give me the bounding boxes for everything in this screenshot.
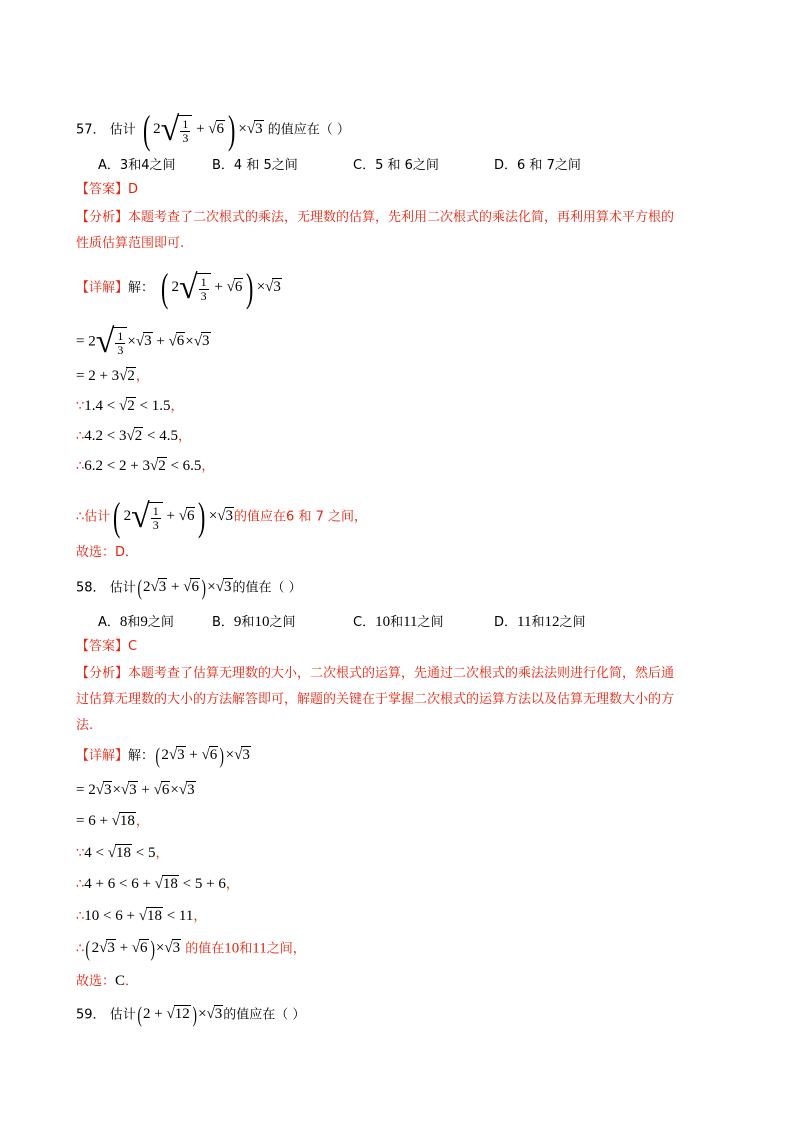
- answer-label: 【答案】: [76, 182, 129, 197]
- q57-option-a[interactable]: A．3和4之间: [98, 158, 176, 173]
- q58-text-pre: 估计: [109, 580, 136, 596]
- q57-step-4: ∴4.2 < 3√2 < 4.5，: [76, 428, 191, 444]
- q57-analysis: 【分析】本题考查了二次根式的乘法，无理数的估算，先利用二次根式的乘法化简，再利用算术平方根的 性质估算范围即可.: [76, 210, 675, 251]
- answer-label: 【答案】: [76, 639, 129, 654]
- q57-step-1: = 2√ $\frac{1}{3}$ ×√3 + √6×√3: [76, 323, 210, 360]
- q57-number: 57．: [76, 122, 106, 138]
- q57-text-post: 的值应在（ ）: [267, 122, 350, 138]
- q58-detail-head: 【详解】解：(2√3 + √6 )×√3: [76, 743, 250, 768]
- q58-analysis: 【分析】本题考查了估算无理数的大小，二次根式的运算，先通过二次根式的乘法法则进行化简，然后通 过估算无理数的大小的方法解答即可，解题的关键在于掌握二次根式的运算方法以及估算无理数大小的方 法.: [76, 666, 675, 733]
- q58-choose: 故选：C．: [76, 973, 139, 989]
- q58-step-2: = 6 + √18，: [76, 813, 149, 829]
- q58-text-post: 的值在（ ）: [232, 580, 302, 596]
- q57-text-pre: 估计: [109, 122, 136, 138]
- q58-step-1: = 2√3×√3 + √6×√3: [76, 782, 195, 798]
- q58-option-d[interactable]: D．11和12之间: [494, 614, 586, 630]
- detail-label: 【详解】: [76, 748, 129, 764]
- q59-number: 59．: [76, 1007, 106, 1023]
- q58-option-b[interactable]: B．9和10之间: [212, 614, 296, 630]
- q57-option-b[interactable]: B．4 和 5之间: [212, 158, 298, 173]
- q59-stem: [76, 1004, 305, 1026]
- q57-option-c[interactable]: C．5 和 6之间: [353, 158, 439, 173]
- analysis-label: 【分析】: [76, 666, 129, 681]
- q58-option-a[interactable]: A．8和9之间: [98, 614, 174, 630]
- q58-step-3: ∵4 < √18 < 5，: [76, 845, 169, 861]
- q57-expression: ( 2√ $\frac{1}{3}$ + √6) ×√3: [142, 107, 263, 152]
- analysis-label: 【分析】: [76, 210, 129, 225]
- q57-step-3: ∵1.4 < √2 < 1.5，: [76, 398, 184, 414]
- q57-choose: 故选：D．: [76, 545, 139, 560]
- q57-answer: [76, 180, 138, 200]
- q58-stem: [76, 577, 302, 599]
- q57-step-5: ∴6.2 < 2 + 3√2 < 6.5，: [76, 458, 215, 474]
- q58-answer: [76, 637, 137, 657]
- q58-option-c[interactable]: C．10和11之间: [353, 614, 444, 630]
- q59-text-post: 的值应在（ ）: [223, 1007, 306, 1023]
- q57-detail-expression: ( 2√ $\frac{1}{3}$ + √6) ×√3: [161, 265, 281, 310]
- answer-value: D: [128, 182, 139, 197]
- q57-step-6: ∴估计( 2√ $\frac{1}{3}$ + √6) ×√3的值应在6 和 7 之间，: [76, 494, 367, 539]
- q57-stem: [76, 108, 350, 152]
- q59-text-pre: 估计: [109, 1007, 136, 1023]
- q58-step-5: ∴10 < 6 + √18 < 11，: [76, 908, 207, 924]
- q57-option-d[interactable]: D．6 和 7之间: [494, 158, 581, 173]
- q58-detail-expression: (2√3 + √6 )×√3: [155, 743, 250, 768]
- q58-step-4: ∴4 + 6 < 6 + √18 < 5 + 6，: [76, 876, 239, 892]
- q57-step-2: = 2 + 3√2，: [76, 368, 149, 384]
- answer-value: C: [128, 639, 138, 654]
- q59-expression: (2 + √12 )×√3: [137, 1002, 223, 1027]
- q58-step-6: ∴(2√3 + √6 )×√3 的值在10和11之间，: [76, 936, 306, 961]
- q58-number: 58．: [76, 580, 106, 596]
- q58-expression: (2√3 + √6 )×√3: [137, 575, 232, 600]
- detail-label: 【详解】: [76, 280, 129, 296]
- q57-detail-head: 【详解】解： ( 2√ $\frac{1}{3}$ + √6) ×√3: [76, 265, 281, 310]
